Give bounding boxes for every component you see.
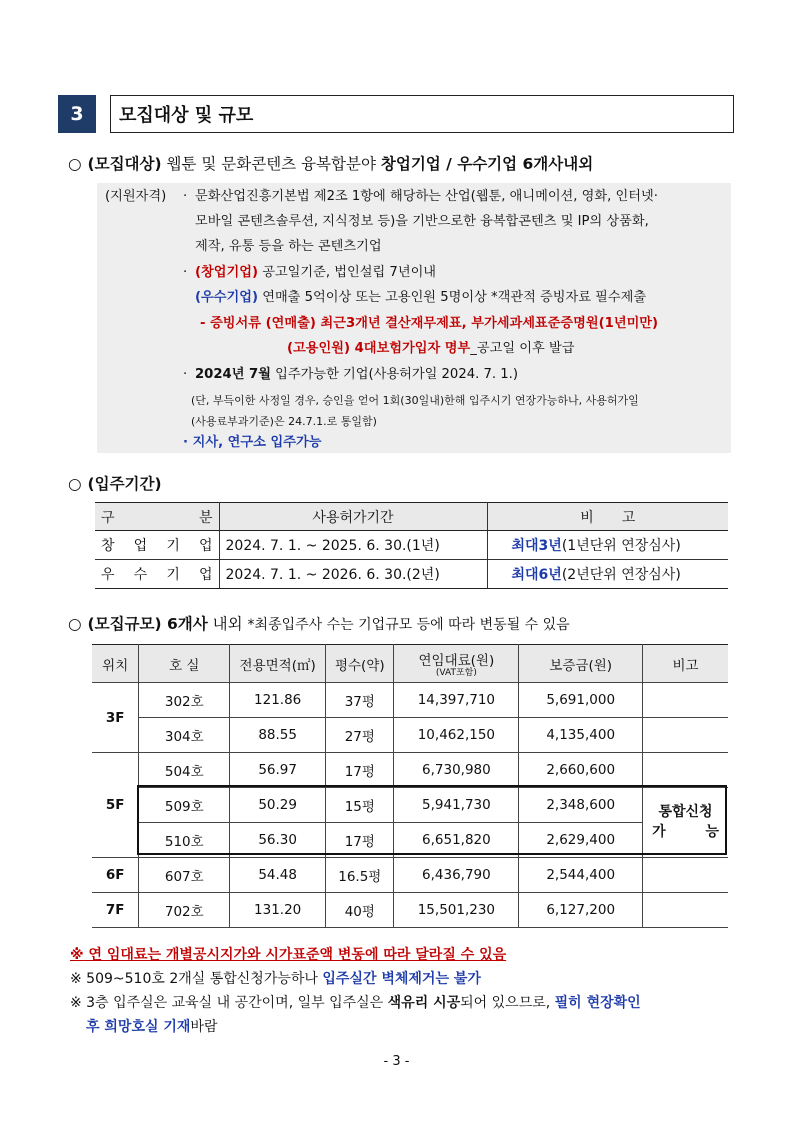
room-cell: 304호	[139, 718, 230, 753]
note-emphasis: 후 희망호실 기재	[86, 1019, 191, 1035]
note-text: 509~510호 2개실 통합신청가능하나	[81, 971, 323, 987]
recruit-target-highlight: 창업기업 / 우수기업 6개사내외	[380, 155, 594, 173]
floor-cell: 3F	[92, 683, 139, 753]
recruit-target-label: (모집대상)	[87, 155, 162, 173]
excellent-label: (우수기업)	[195, 290, 259, 305]
note-mark: ※	[70, 971, 82, 987]
renewal-unit: (2년단위 연장심사)	[561, 567, 681, 583]
startup-line	[195, 266, 436, 279]
room-cell: 509호	[139, 788, 230, 823]
qualification-box	[97, 183, 731, 453]
proof-documents-line2	[287, 342, 574, 355]
header-room: 호 실	[139, 645, 230, 683]
table-row	[92, 753, 728, 788]
room-cell: 607호	[139, 858, 230, 893]
rent-cell: 15,501,230	[394, 893, 519, 928]
qualification-label: (지원자격)	[105, 189, 167, 204]
note-merge	[70, 968, 481, 988]
section-header	[58, 95, 734, 133]
merge-remark-cell	[643, 788, 728, 858]
proof-employee-rest: _공고일 이후 발급	[470, 341, 575, 356]
table-row	[92, 823, 728, 858]
note-third-floor	[70, 992, 641, 1012]
floor-cell: 5F	[92, 753, 139, 858]
note-rent-change	[70, 944, 506, 964]
circle-bullet: ○	[68, 155, 82, 173]
type-char: 기	[166, 567, 180, 583]
note-text: 연 임대료는 개별공시지가와 시가표준액 변동에 따라 달라질 수 있음	[83, 947, 507, 963]
header-deposit: 보증금(원)	[519, 645, 643, 683]
table-row	[92, 683, 728, 718]
merge-remark-char: 가	[652, 823, 666, 840]
deposit-cell: 2,544,400	[519, 858, 643, 893]
room-cell: 302호	[139, 683, 230, 718]
period-row-startup	[95, 531, 728, 560]
remark-cell	[643, 858, 728, 893]
deposit-cell: 2,348,600	[519, 788, 643, 823]
deposit-cell: 4,135,400	[519, 718, 643, 753]
deposit-cell: 5,691,000	[519, 683, 643, 718]
period-label: (입주기간)	[87, 475, 162, 493]
remark-cell	[643, 753, 728, 788]
note-text: 바람	[190, 1019, 218, 1035]
note-mark: ※	[70, 947, 84, 963]
note-emphasis: 색유리 시공	[387, 995, 461, 1011]
period-table	[95, 502, 728, 589]
period-range-cell: 2024. 7. 1. ~ 2025. 6. 30.(1년)	[219, 531, 487, 560]
area-cell: 54.48	[230, 858, 326, 893]
type-char: 업	[198, 567, 213, 583]
max-years: 최대3년	[511, 538, 562, 554]
excellent-line	[195, 291, 646, 304]
move-in-date: 2024년 7월	[195, 367, 271, 382]
remark-cell	[643, 683, 728, 718]
pyeong-cell: 37평	[326, 683, 394, 718]
recruit-target-line	[68, 152, 593, 174]
startup-label: (창업기업)	[195, 265, 259, 280]
section-number: 3	[58, 95, 96, 133]
header-char: 비	[580, 509, 594, 526]
pyeong-cell: 27평	[326, 718, 394, 753]
scale-count: 6개사	[161, 615, 208, 633]
room-header-row	[92, 645, 728, 683]
period-type-cell	[95, 560, 219, 589]
bullet-dot: ·	[183, 367, 188, 382]
merge-remark-line1: 통합신청	[658, 803, 713, 820]
move-in-text: 입주가능한 기업(사용허가일 2024. 7. 1.)	[270, 367, 518, 382]
merge-remark-char: 능	[705, 823, 719, 840]
pyeong-cell: 17평	[326, 823, 394, 858]
area-cell: 56.30	[230, 823, 326, 858]
header-pyeong: 평수(약)	[326, 645, 394, 683]
rent-cell: 6,651,820	[394, 823, 519, 858]
extension-note-line2: (사용료부과기준)은 24.7.1.로 통일함)	[191, 415, 377, 428]
proof-documents-line1: - 증빙서류 (연매출) 최근3개년 결산재무제표, 부가세과세표준증명원(1년미만)	[200, 316, 659, 331]
excellent-text: 연매출 5억이상 또는 고용인원 5명이상 *객관적 증빙자료 필수제출	[258, 290, 647, 305]
note-text: 되어 있으므로,	[460, 995, 555, 1011]
merge-remark-line2	[643, 823, 728, 843]
deposit-cell: 2,629,400	[519, 823, 643, 858]
period-header-row	[95, 503, 728, 531]
period-header-type	[95, 503, 219, 531]
note-third-floor-cont	[86, 1016, 217, 1036]
type-char: 수	[133, 567, 148, 583]
deposit-cell: 2,660,600	[519, 753, 643, 788]
qualification-item1-line3: 제작, 유통 등을 하는 콘텐츠기업	[195, 239, 382, 254]
area-cell: 50.29	[230, 788, 326, 823]
rent-cell: 10,462,150	[394, 718, 519, 753]
table-row	[92, 718, 728, 753]
header-char: 고	[621, 509, 636, 526]
max-years: 최대6년	[511, 567, 562, 583]
header-floor: 위치	[92, 645, 139, 683]
bullet-dot: ·	[183, 189, 188, 204]
table-row	[92, 788, 728, 823]
area-cell: 121.86	[230, 683, 326, 718]
header-vat-label: (VAT포함)	[435, 668, 477, 678]
remark-cell	[643, 893, 728, 928]
startup-text: 공고일기준, 법인설립 7년이내	[258, 265, 437, 280]
period-note-cell	[487, 531, 728, 560]
bullet-dot: ·	[183, 265, 188, 280]
rent-cell: 6,730,980	[394, 753, 519, 788]
qualification-item1-line2: 모바일 콘텐츠솔루션, 지식정보 등)을 기반으로한 융복합콘텐츠 및 IP의 상품화,	[195, 214, 649, 229]
remark-cell	[643, 718, 728, 753]
scale-note: *최종입주사 수는 기업규모 등에 따라 변동될 수 있음	[247, 617, 570, 633]
area-cell: 56.97	[230, 753, 326, 788]
period-row-excellent	[95, 560, 728, 589]
pyeong-cell: 17평	[326, 753, 394, 788]
period-header-period: 사용허가기간	[219, 503, 487, 531]
period-header-note	[487, 503, 728, 531]
proof-employee-label: (고용인원) 4대보험가입자 명부	[287, 341, 471, 356]
header-char: 구	[101, 509, 115, 526]
note-emphasis: 필히 현장확인	[554, 995, 641, 1011]
table-row	[92, 858, 728, 893]
room-cell: 504호	[139, 753, 230, 788]
qualification-item1-line1: 문화산업진흥기본법 제2조 1항에 해당하는 산업(웹툰, 애니메이션, 영화, 인터넷·	[195, 189, 658, 204]
rent-cell: 14,397,710	[394, 683, 519, 718]
scale-text: 내외	[207, 615, 248, 633]
period-note-cell	[487, 560, 728, 589]
room-cell: 702호	[139, 893, 230, 928]
header-char: 분	[198, 509, 213, 526]
note-mark: ※	[70, 995, 82, 1011]
pyeong-cell: 40평	[326, 893, 394, 928]
branch-allowed: · 지사, 연구소 입주가능	[183, 435, 322, 450]
pyeong-cell: 16.5평	[326, 858, 394, 893]
header-rent	[394, 645, 519, 683]
pyeong-cell: 15평	[326, 788, 394, 823]
floor-cell: 6F	[92, 858, 139, 893]
section-title: 모집대상 및 규모	[110, 95, 734, 133]
header-rent-label: 연임대료(원)	[418, 653, 495, 669]
type-char: 우	[101, 567, 115, 583]
note-text: 3층 입주실은 교육실 내 공간이며, 일부 입주실은	[81, 995, 388, 1011]
move-in-line	[195, 368, 518, 381]
type-char: 업	[198, 538, 213, 554]
type-char: 업	[133, 538, 148, 554]
header-area: 전용면적(㎡)	[230, 645, 326, 683]
rent-cell: 5,941,730	[394, 788, 519, 823]
type-char: 기	[166, 538, 180, 554]
circle-bullet: ○	[68, 615, 82, 633]
room-cell: 510호	[139, 823, 230, 858]
table-row	[92, 893, 728, 928]
period-type-cell	[95, 531, 219, 560]
header-remark: 비고	[643, 645, 728, 683]
extension-note-line1: (단, 부득이한 사정일 경우, 승인을 얻어 1회(30일내)한해 입주시기 연장가능하나, 사용허가일	[191, 394, 639, 407]
period-range-cell: 2024. 7. 1. ~ 2026. 6. 30.(2년)	[219, 560, 487, 589]
type-char: 창	[101, 538, 115, 554]
renewal-unit: (1년단위 연장심사)	[561, 538, 681, 554]
rent-cell: 6,436,790	[394, 858, 519, 893]
deposit-cell: 6,127,200	[519, 893, 643, 928]
recruit-target-text: 웹툰 및 문화콘텐츠 융복합분야	[161, 155, 381, 173]
area-cell: 88.55	[230, 718, 326, 753]
room-table	[92, 644, 728, 928]
area-cell: 131.20	[230, 893, 326, 928]
note-emphasis: 입주실간 벽체제거는 불가	[322, 971, 481, 987]
period-heading	[68, 472, 162, 494]
scale-label: (모집규모)	[87, 615, 162, 633]
circle-bullet: ○	[68, 475, 82, 493]
floor-cell: 7F	[92, 893, 139, 928]
page-number: - 3 -	[383, 1054, 410, 1069]
scale-heading	[68, 612, 570, 634]
